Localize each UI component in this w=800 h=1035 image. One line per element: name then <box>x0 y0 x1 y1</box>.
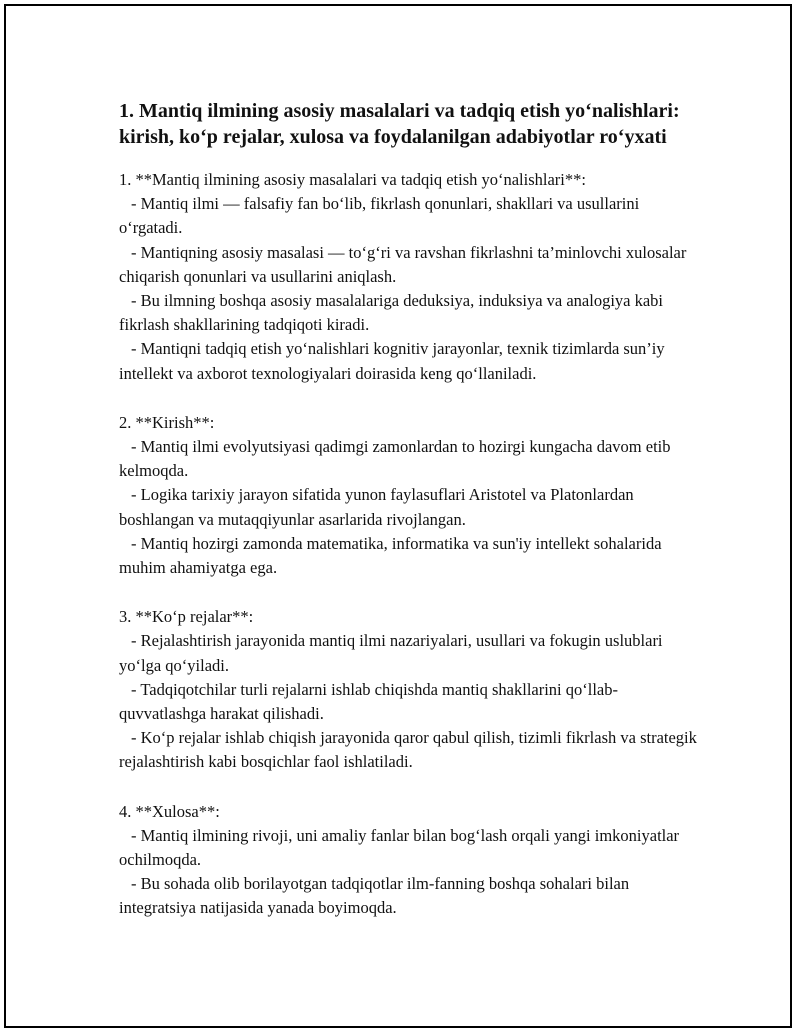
section-4 <box>119 800 699 921</box>
section-2 <box>119 411 699 580</box>
list-item-text: - Mantiqning asosiy masalasi — to‘g‘ri va ravshan fikrlashni ta’minlovchi xulosalar chiqarish qonunlari va usullarini aniqlash. <box>119 242 687 286</box>
section-heading: 1. **Mantiq ilmining asosiy masalalari va tadqiq etish yo‘nalishlari**: <box>119 170 586 189</box>
list-item-text: - Mantiqni tadqiq etish yo‘nalishlari kognitiv jarayonlar, texnik tizimlarda sun’iy intellekt va axborot texnologiyalari doirasida keng qo‘llaniladi. <box>119 339 665 383</box>
list-item <box>119 726 699 774</box>
list-item-text: - Mantiq hozirgi zamonda matematika, informatika va sun'iy intellekt sohalarida muhim ahamiyatga ega. <box>119 533 662 578</box>
sections-container <box>119 168 699 921</box>
list-item-text: - Mantiq ilmining rivoji, uni amaliy fanlar bilan bog‘lash orqali yangi imkoniyatlar ochilmoqda. <box>119 825 680 870</box>
section-heading: 4. **Xulosa**: <box>119 801 220 821</box>
section-3 <box>119 605 699 774</box>
list-item <box>119 532 699 580</box>
list-item <box>119 629 699 677</box>
list-item-text: - Bu ilmning boshqa asosiy masalalariga deduksiya, induksiya va analogiya kabi fikrlash shakllarining tadqiqoti kiradi. <box>119 291 664 335</box>
list-item-text: - Bu sohada olib borilayotgan tadqiqotlar ilm-fanning boshqa sohalari bilan integratsiya natijasida yanada boyimoqda. <box>119 874 630 918</box>
list-item <box>119 824 699 872</box>
list-item-text: - Ko‘p rejalar ishlab chiqish jarayonida qaror qabul qilish, tizimli fikrlash va strategik rejalashtirish kabi bosqichlar faol ishlatiladi. <box>119 728 697 772</box>
list-item <box>119 337 699 385</box>
list-item <box>119 483 699 531</box>
document-title: 1. Mantiq ilmining asosiy masalalari va tadqiq etish yo‘nalishlari: kirish, ko‘p rejalar, xulosa va foydalanilgan adabiyotlar ro‘yxati <box>119 100 680 148</box>
list-item-text: - Logika tarixiy jarayon sifatida yunon faylasuflari Aristotel va Platonlardan boshlangan va mutaqqiyunlar asarlarida rivojlangan. <box>119 485 634 529</box>
list-item-text: - Mantiq ilmi — falsafiy fan bo‘lib, fikrlash qonunlari, shakllari va usullarini o‘rgatadi. <box>119 194 640 238</box>
list-item-text: - Rejalashtirish jarayonida mantiq ilmi nazariyalari, usullari va fokugin uslublari yo‘lga qo‘yiladi. <box>119 631 663 675</box>
list-item <box>119 435 699 483</box>
section-heading: 2. **Kirish**: <box>119 412 215 432</box>
section-heading: 3. **Ko‘p rejalar**: <box>119 607 254 627</box>
section-1 <box>119 168 699 386</box>
list-item <box>119 678 699 726</box>
list-item-text: - Tadqiqotchilar turli rejalarni ishlab chiqishda mantiq shakllarini qo‘llab-quvvatlashga harakat qilishadi. <box>119 679 618 724</box>
document-content <box>119 98 699 946</box>
list-item <box>119 872 699 920</box>
list-item <box>119 192 699 240</box>
list-item <box>119 241 699 289</box>
list-item <box>119 289 699 337</box>
document-page <box>4 4 792 1028</box>
list-item-text: - Mantiq ilmi evolyutsiyasi qadimgi zamonlardan to hozirgi kungacha davom etib kelmoqda. <box>119 437 671 481</box>
